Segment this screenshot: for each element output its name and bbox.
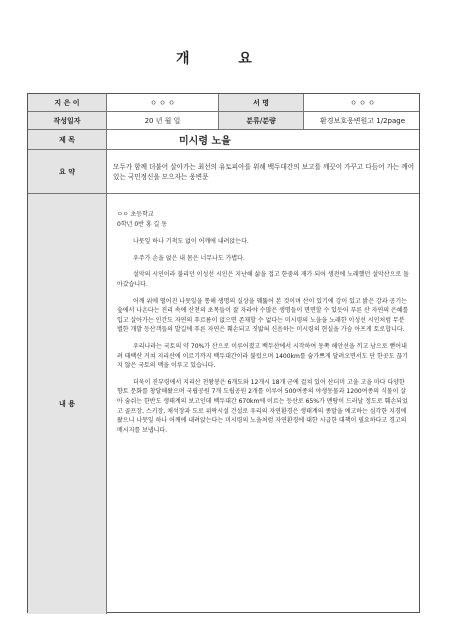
row-subject — [28, 130, 419, 150]
paragraph: 어깨 위에 떨어진 나뭇잎을 통해 생명의 실상을 꿰뚫어 본 것이며 산이 있기에 강이 있고 밝은 강과 공기는 숲에서 나온다는 진리 속에 산천의 초목들이 잘 자라야 수많은 생명들이 면면할 수 있듯이 푸른 산 자연의 은혜를 입고 살아가는 인간도 자연의 푸르름이 없으면 존재할 수 없다는 미시령의 노을을 노래한 이성선 시인처럼 무분별한 개발 등산객들의 발길에 푸른 자연은 훼손되고 짓밟혀 신음하는 미시령의 현실을 가슴 아프게 토로합니다. — [117, 297, 409, 334]
reviewer-label: 서 명 — [218, 94, 303, 111]
paragraph: 더욱이 진부령에서 지리산 천왕봉은 6개도와 12개시 18개 군에 걸쳐 있어 산더미 고을 고을 마다 다양한 향토 문화를 창달해왔으며 국립공원 7개 도립공원 2개를 이루어 500여종의 야생동물과 1200여종의 식물이 살아 숨쉬는 한반도 생태계의 보고인데 백두대간 670km에 이르는 등산로 65%가 맨땅이 드러날 정도로 훼손되었고 골프장, 스키장, 채석장과 도로 위락시설 건설로 우리의 자연환경은 생태계의 종말을 예고하는 심각한 지경에 왔으니 나뭇잎 하나 어깨에 내려앉는다는 미시령의 노을처럼 자연환경에 대한 시급한 대책이 필요하다고 경고의 메시지를 보냅니다. — [117, 378, 408, 434]
category-label: 분류/분량 — [218, 112, 303, 129]
paragraph: 설악의 시인이라 불리던 이성선 시인은 지난해 삶을 접고 한줌의 재가 되어 생전에 노래했던 설악산으로 돌아갔습니다. — [117, 271, 409, 288]
summary-value: 모두가 함께 더불어 살아가는 최선의 유토피아를 위해 백두대간의 보고를 깨끗이 가꾸고 다듬어 가는 깨어있는 국민정신을 모으자는 웅변문 — [106, 150, 421, 193]
category-value: 환경보호웅변원고 1/2page — [303, 112, 421, 129]
summary-label: 요 약 — [28, 150, 106, 193]
row-author — [28, 94, 419, 112]
paragraph: 나뭇잎 하나 기척도 없이 어깨에 내려앉는다. — [133, 238, 249, 246]
subject-value: 미시령 노을 — [106, 130, 421, 149]
content-label: 내 용 — [28, 194, 106, 614]
row-content — [28, 194, 419, 614]
author-value: ㅇ ㅇ ㅇ — [106, 94, 218, 111]
date-label: 작성일자 — [28, 112, 106, 129]
subject-label: 제 목 — [28, 130, 106, 149]
overview-form — [27, 93, 420, 613]
reviewer-value: ㅇ ㅇ ㅇ — [303, 94, 421, 111]
author-label: 지 은 이 — [28, 94, 106, 111]
school-line: ㅇㅇ 초등학교 — [117, 211, 154, 218]
content-body — [106, 194, 421, 614]
student-line: 0학년 0반 홍 길 동 — [117, 220, 168, 228]
page-title: 개 요 — [176, 51, 274, 67]
date-value: 20 년 월 일 — [106, 112, 218, 129]
paragraph: 우리나라는 국토의 약 70%가 산으로 이루어졌고 백두산에서 시작하여 동쪽 해안선을 끼고 남으로 뻗어내려 태백산 거쳐 지리산에 이르기까지 백두대간이라 불렀으며 1400km를 숨가쁘게 달려오면서도 단 한곳도 끊기지 않은 국토의 맥을 이루고 있습니다. — [117, 342, 408, 370]
row-date — [28, 112, 419, 130]
paragraph: 우주가 손을 얹은 내 몸은 너무나도 가볍다. — [133, 254, 245, 262]
row-summary — [28, 150, 419, 194]
